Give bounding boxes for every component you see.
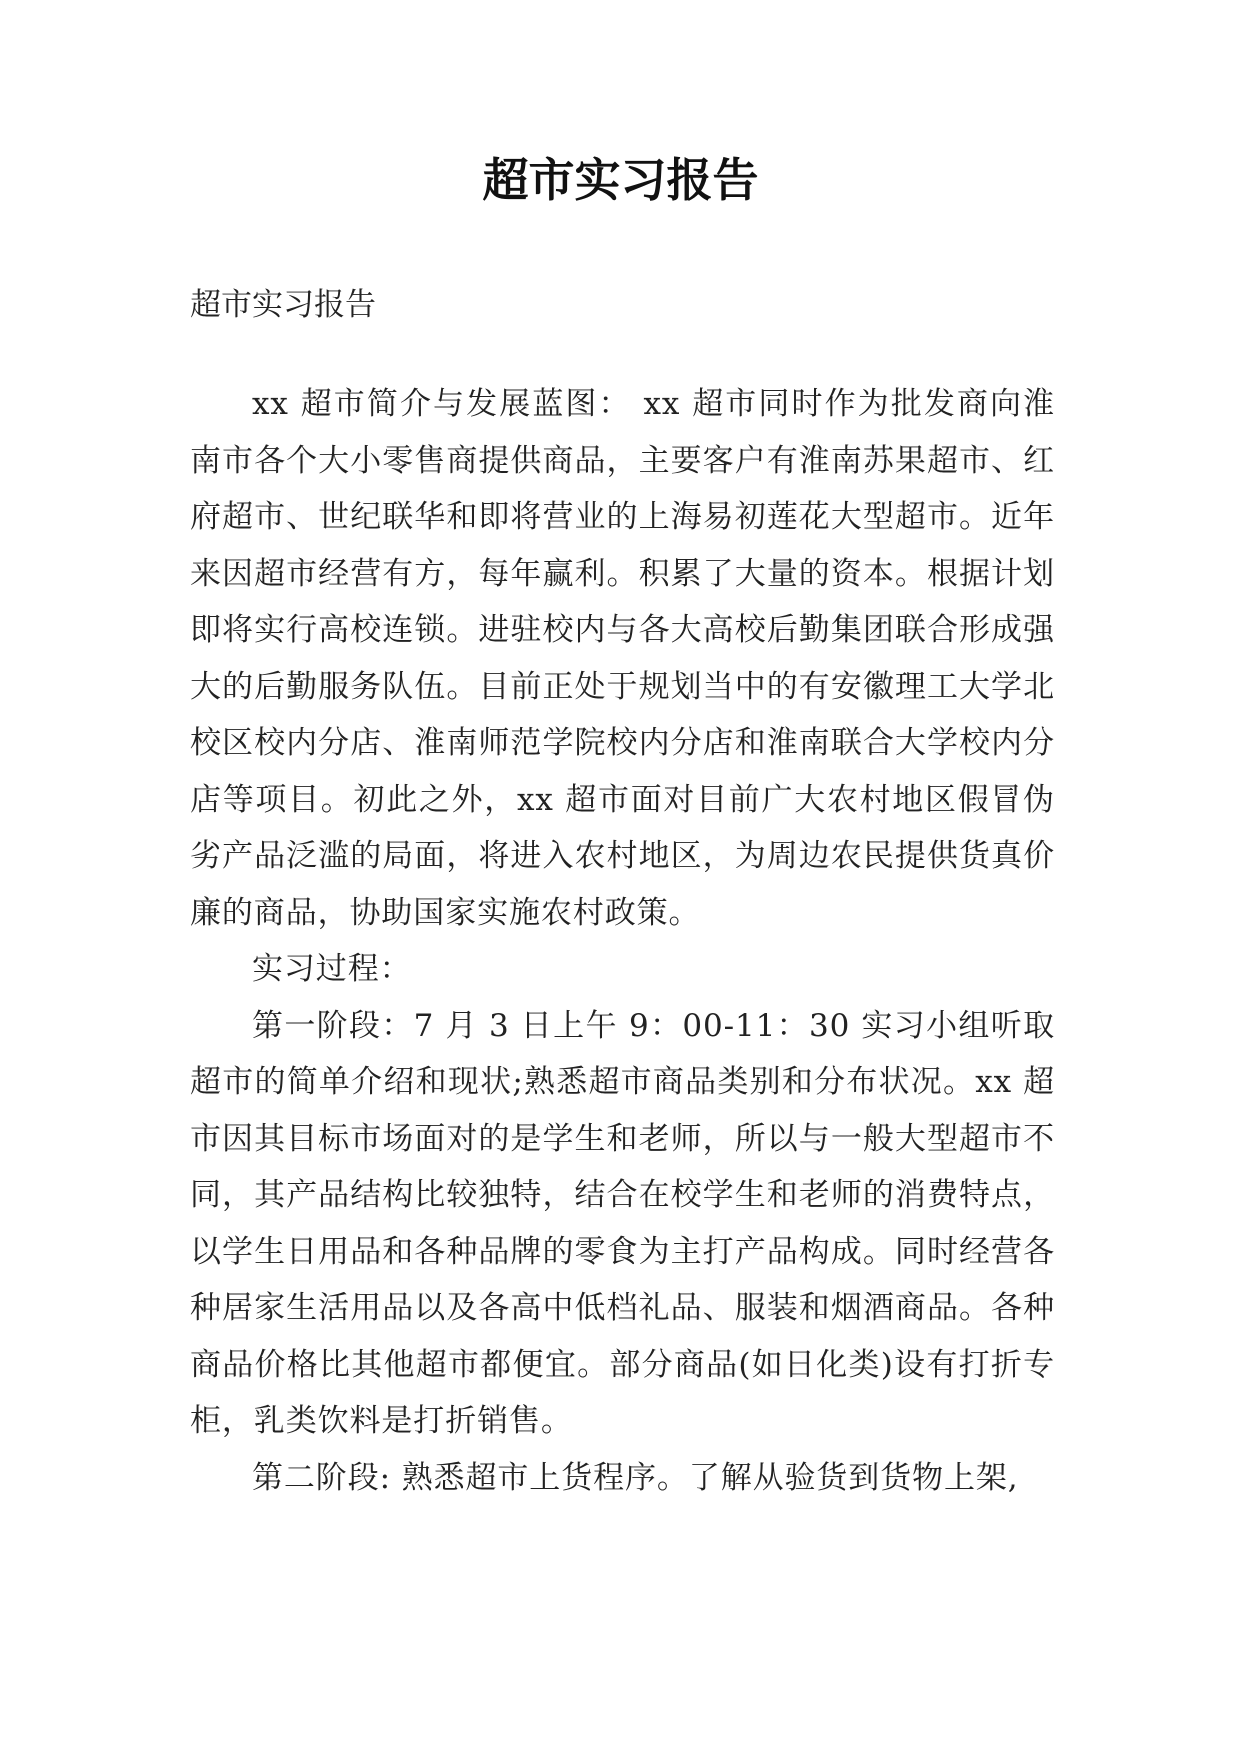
document-subtitle: 超市实习报告 [190, 287, 376, 323]
paragraph-intro: xx 超市简介与发展蓝图： xx 超市同时作为批发商向淮南市各个大小零售商提供商品，主要客户有淮南苏果超市、红府超市、世纪联华和即将营业的上海易初莲花大型超市。近年来因超市经营有方，每年赢利。积累了大量的资本。根据计划即将实行高校连锁。进驻校内与各大高校后勤集团联合形成强大的后勤服务队伍。目前正处于规划当中的有安徽理工大学北校区校内分店、淮南师范学院校内分店和淮南联合大学校内分店等项目。初此之外，xx 超市面对目前广大农村地区假冒伪劣产品泛滥的局面，将进入农村地区，为周边农民提供货真价廉的商品，协助国家实施农村政策。 [190, 386, 1055, 931]
paragraph-stage-one: 第一阶段：7 月 3 日上午 9：00-11：30 实习小组听取超市的简单介绍和现状;熟悉超市商品类别和分布状况。xx 超市因其目标市场面对的是学生和老师，所以与一般大型超市不同，其产品结构比较独特，结合在校学生和老师的消费特点，以学生日用品和各种品牌的零食为主打产品构成。同时经营各种居家生活用品以及各高中低档礼品、服装和烟酒商品。各种商品价格比其他超市都便宜。部分商品(如日化类)设有打折专柜，乳类饮料是打折销售。 [190, 1007, 1055, 1439]
paragraph-stage-two: 第二阶段: 熟悉超市上货程序。了解从验货到货物上架, [252, 1459, 1019, 1496]
paragraph-process-heading: 实习过程： [252, 951, 412, 987]
document-body [190, 285, 1055, 1506]
document-title: 超市实习报告 [482, 153, 759, 207]
